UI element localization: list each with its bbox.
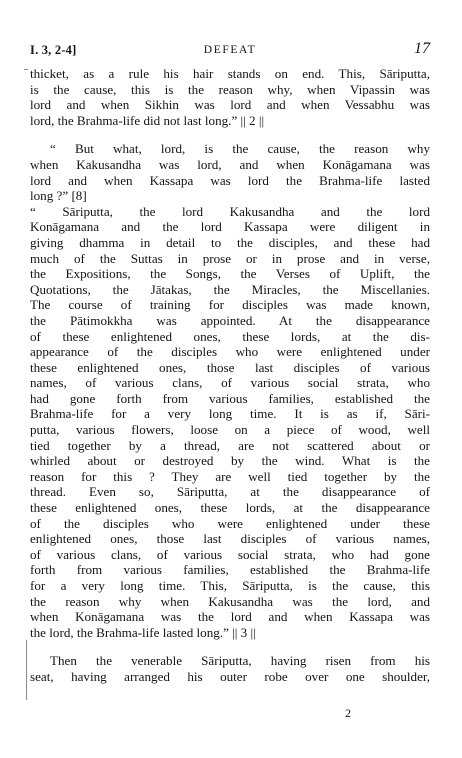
- text-line: tied together by a thread, are not scattered about or: [30, 437, 430, 453]
- text-line: enlightened ones, those last disciples of various names,: [30, 531, 430, 547]
- paragraph: [30, 66, 430, 128]
- paragraph: [30, 141, 430, 203]
- text-line: The course of training for disciples was made known,: [30, 297, 430, 313]
- text-line: forth from various families, established the Brahma-life: [30, 562, 430, 578]
- text-line: giving dhamma in detail to the disciples, and these had: [30, 234, 430, 250]
- text-line: Then the venerable Sāriputta, having risen from his: [50, 653, 430, 669]
- text-line: lord and when Sikhin was lord and when Vessabhu was: [30, 97, 430, 113]
- signature-mark: 2: [345, 706, 351, 720]
- margin-tick: [24, 69, 28, 70]
- paragraph-gap: [30, 128, 430, 141]
- text-line: these enlightened ones, these lords, at the disappearance: [30, 500, 430, 516]
- text-line: when Kakusandha was lord, and when Konāgamana was: [30, 156, 430, 172]
- text-line: of the disciples who were enlightened under these: [30, 515, 430, 531]
- page-number: 17: [414, 40, 430, 57]
- text-line: “ Sāriputta, the lord Kakusandha and the lord: [30, 203, 430, 219]
- text-line: Konāgamana and the lord Kassapa were diligent in: [30, 219, 430, 235]
- text-line: thicket, as a rule his hair stands on end. This, Sāriputta,: [30, 66, 430, 81]
- text-line: whirled about or destroyed by the wind. What is the: [30, 453, 430, 469]
- text-line: lord, the Brahma-life did not last long.” || 2 ||: [30, 112, 265, 128]
- text-line: long ?” [8]: [30, 188, 87, 204]
- text-line: the Expositions, the Songs, the Verses of Uplift, the: [30, 266, 430, 282]
- text-line: of various clans, of various social strata, who had gone: [30, 546, 430, 562]
- running-title: DEFEAT: [203, 44, 257, 56]
- section-reference: I. 3, 2-4]: [30, 43, 77, 57]
- text-line: lord and when Kassapa was lord the Brahma-life lasted: [30, 172, 430, 188]
- text-line: Brahma-life for a very long time. It is as if, Sāri-: [30, 406, 430, 422]
- text-line: is the cause, this is the reason why, when Vipassin was: [30, 81, 430, 97]
- body-text: [30, 66, 430, 685]
- text-line: putta, various flowers, loose on a piece of wood, well: [30, 422, 430, 438]
- text-line: names, of various clans, of various social strata, who: [30, 375, 430, 391]
- paragraph: [30, 204, 430, 641]
- text-line: the Pātimokkha was appointed. At the disappearance: [30, 312, 430, 328]
- text-line: had gone forth from various families, established the: [30, 390, 430, 406]
- text-line: when Konāgamana was the lord and when Kassapa was: [30, 609, 430, 625]
- text-line: Quotations, the Jātakas, the Miracles, the Miscellanies.: [30, 281, 430, 297]
- text-line: the reason why when Kakusandha was the lord, and: [30, 593, 430, 609]
- text-line: of these enlightened ones, these lords, at the dis-: [30, 328, 430, 344]
- text-line: these enlightened ones, those last disciples of various: [30, 359, 430, 375]
- text-line: thread. Even so, Sāriputta, at the disappearance of: [30, 484, 430, 500]
- text-line: appearance of the disciples who were enlightened under: [30, 344, 430, 360]
- text-line: for a very long time. This, Sāriputta, is the cause, this: [30, 578, 430, 593]
- paragraph-gap: [30, 640, 430, 653]
- running-header: [30, 40, 430, 60]
- text-line: “ But what, lord, is the cause, the reason why: [50, 141, 430, 157]
- text-line: seat, having arranged his outer robe over one shoulder,: [30, 668, 430, 684]
- text-line: much of the Suttas in prose or in prose and in verse,: [30, 250, 430, 266]
- paragraph: [30, 653, 430, 684]
- margin-rule: [26, 640, 27, 700]
- text-line: the lord, the Brahma-life lasted long.” || 3 ||: [30, 624, 256, 640]
- text-line: reason for this ? They are well tied together by the: [30, 468, 430, 484]
